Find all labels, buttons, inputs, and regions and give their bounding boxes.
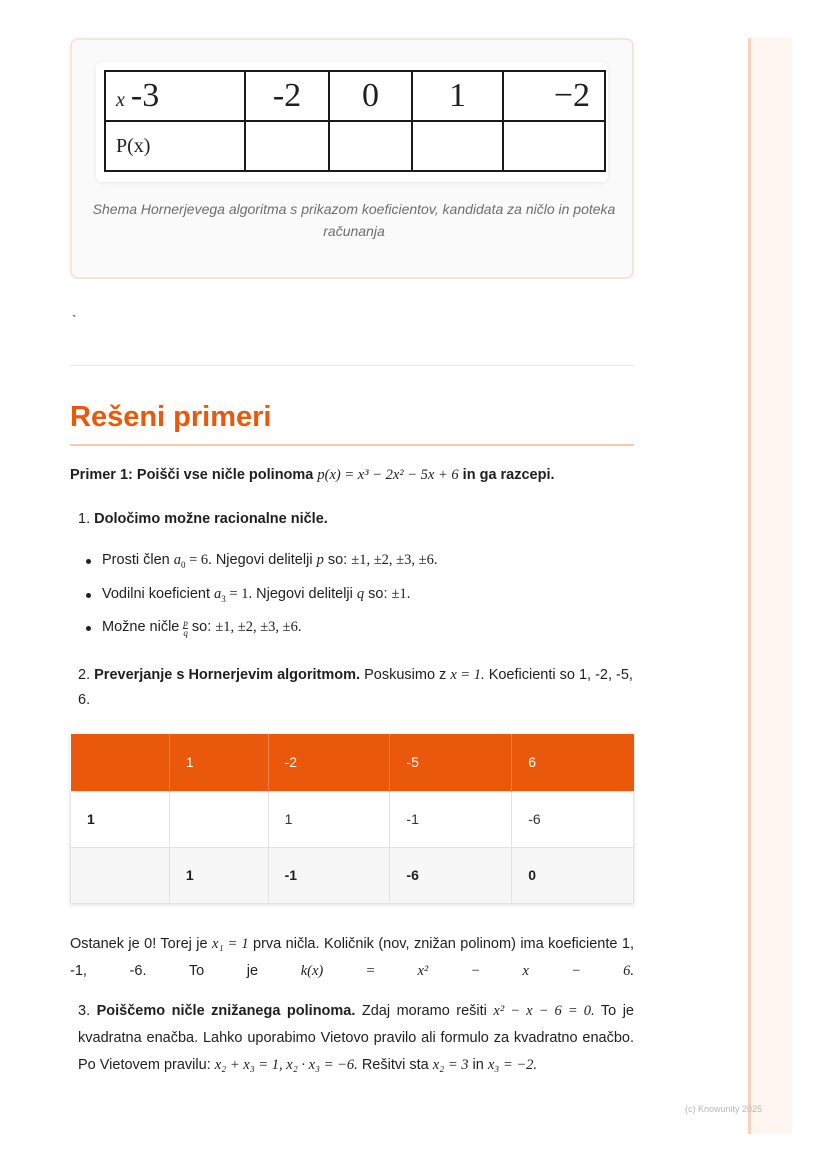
table-cell (412, 121, 503, 171)
list-item: Prosti člen $a_0 = 6$. Njegovi delitelji p so: ±1, ±2, ±3, ±6. (102, 552, 438, 570)
table-cell: -6 (512, 791, 634, 847)
table-row (71, 791, 634, 847)
divider (70, 365, 634, 366)
table-cell: -6 (390, 847, 512, 903)
stray-backtick: ` (72, 312, 77, 328)
copyright: (c) Knowunity 2025 (685, 1104, 763, 1114)
table-header-cell: 1 (169, 734, 268, 791)
table-cell: 1 (268, 791, 390, 847)
table-cell: -1 (268, 847, 390, 903)
table-cell: 1 (412, 71, 503, 121)
table-cell (245, 121, 329, 171)
step-1: 1. Določimo možne racionalne ničle. (78, 511, 328, 527)
table-cell: -2 (245, 71, 329, 121)
table-cell: -1 (390, 791, 512, 847)
title-underline (70, 444, 634, 446)
figure-caption: Shema Hornerjevega algoritma s prikazom koeficientov, kandidata za ničlo in poteka računanja (92, 201, 616, 239)
table-header-cell: -2 (268, 734, 390, 791)
table-cell: 1 (169, 847, 268, 903)
table-cell: P(x) (105, 121, 245, 171)
figure-image (96, 62, 608, 182)
table-cell (329, 121, 412, 171)
table-cell: 1 (71, 791, 170, 847)
table-row (71, 847, 634, 903)
result-paragraph: Ostanek je 0! Torej je x₁ = 1 prva ničla. Količnik (nov, znižan polinom) ima koeficiente 1, -1, -6. To je k(x) = x² − x − 6. (70, 936, 634, 979)
table-header-cell: -5 (390, 734, 512, 791)
value-table (104, 70, 606, 172)
table-header-cell: 6 (512, 734, 634, 791)
step-2: 2. Preverjanje s Hornerjevim algoritmom. Poskusimo z x = 1. Koeficienti so 1, -2, -5, 6. (78, 667, 633, 708)
table-cell: −2 (503, 71, 605, 121)
figure-card (70, 38, 634, 279)
step-3: 3. Poiščemo ničle znižanega polinoma. Zdaj moramo rešiti x² − x − 6 = 0. To je kvadratna enačba. Lahko uporabimo Vietovo pravilo ali formulo za kvadratno enačbo. Po Vietovem pravilu: x₂ + x₃ = 1, x₂ · x₃ = −6. Rešitvi sta x₂ = 3 in x₃ = −2. (78, 1003, 634, 1073)
fraction: $\frac{p}{q}$ (183, 618, 188, 638)
table-cell (503, 121, 605, 171)
table-cell (169, 791, 268, 847)
example-heading: Primer 1: Poišči vse ničle polinoma p(x) = x³ − 2x² − 5x + 6 in ga razcepi. (70, 467, 555, 483)
side-divider (748, 38, 751, 1134)
list-item: Vodilni koeficient $a_3 = 1$. Njegovi delitelji q so: ±1. (102, 586, 411, 604)
table-header-cell (71, 734, 170, 791)
horner-table (70, 734, 634, 904)
section-title: Rešeni primeri (70, 401, 272, 433)
table-cell: 0 (512, 847, 634, 903)
table-cell: x -3 (105, 71, 245, 121)
table-cell: 0 (329, 71, 412, 121)
side-panel (748, 38, 792, 1134)
table-cell (71, 847, 170, 903)
list-item: Možne ničle $\frac{p}{q}$ so: ±1, ±2, ±3, ±6. (102, 618, 302, 638)
